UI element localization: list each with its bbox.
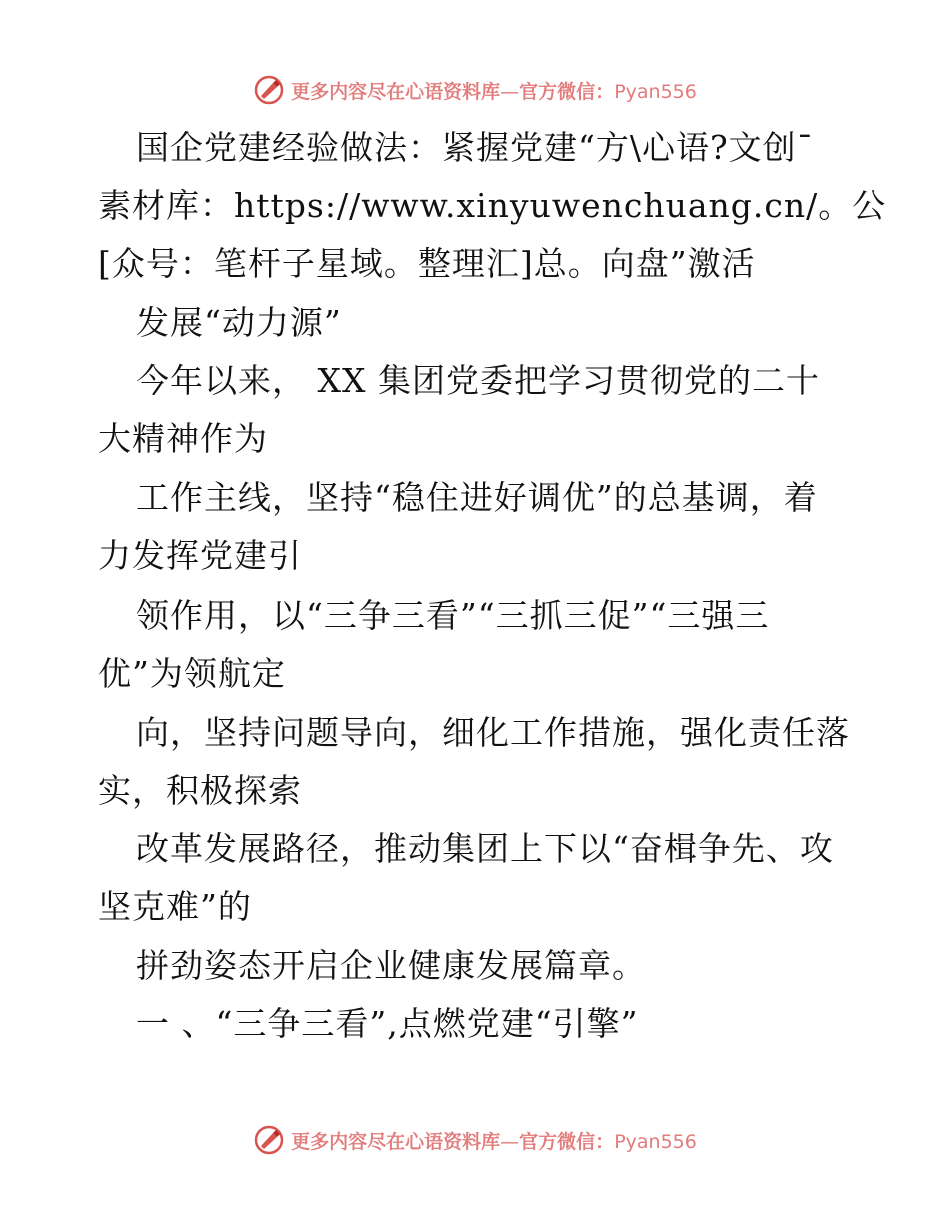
body-line: 向，坚持问题导向，细化工作措施，强化责任落 (136, 713, 850, 752)
body-line: 优”为领航定 (98, 654, 286, 693)
body-line: 工作主线，坚持“稳住进好调优”的总基调，着 (136, 478, 818, 517)
watermark-wechat-label: 官方微信： (519, 80, 615, 103)
body-line: 素材库：https://www.xinyuwenchuang.cn/。公 (98, 186, 887, 225)
body-line: 拼劲姿态开启企业健康发展篇章。 (136, 946, 646, 985)
body-line: 今年以来， XX 集团党委把学习贯彻党的二十 (136, 361, 820, 400)
body-line: 国企党建经验做法：紧握党建“方\心语?文创¯ (136, 128, 815, 167)
footer-watermark (0, 1120, 950, 1160)
body-line: 领作用，以“三争三看”“三抓三促”“三强三 (136, 596, 770, 635)
body-line: 改革发展路径，推动集团上下以“奋楫争先、攻 (136, 829, 834, 868)
watermark-wechat-label: 官方微信： (519, 1130, 615, 1153)
watermark-handle: Pyan556 (614, 1130, 697, 1153)
body-line: 坚克难”的 (98, 887, 252, 926)
body-line: 一 、“三争三看”,点燃党建“引擎” (136, 1004, 639, 1043)
body-line: 发展“动力源” (136, 303, 342, 342)
pen-seal-icon (253, 1124, 285, 1156)
body-line: 实，积极探索 (98, 771, 302, 810)
body-line: 大精神作为 (98, 419, 268, 458)
watermark-text (291, 1127, 697, 1154)
pen-seal-icon (253, 74, 285, 106)
watermark-separator: — (500, 1130, 520, 1153)
header-watermark (0, 70, 950, 110)
watermark-handle: Pyan556 (614, 80, 697, 103)
body-line: [众号：笔杆子星域。整理汇]总。向盘”激活 (98, 244, 756, 283)
watermark-separator: — (500, 80, 520, 103)
body-line: 力发挥党建引 (98, 536, 302, 575)
watermark-brand: 更多内容尽在心语资料库 (291, 80, 501, 103)
watermark-brand: 更多内容尽在心语资料库 (291, 1130, 501, 1153)
watermark-text (291, 77, 697, 104)
